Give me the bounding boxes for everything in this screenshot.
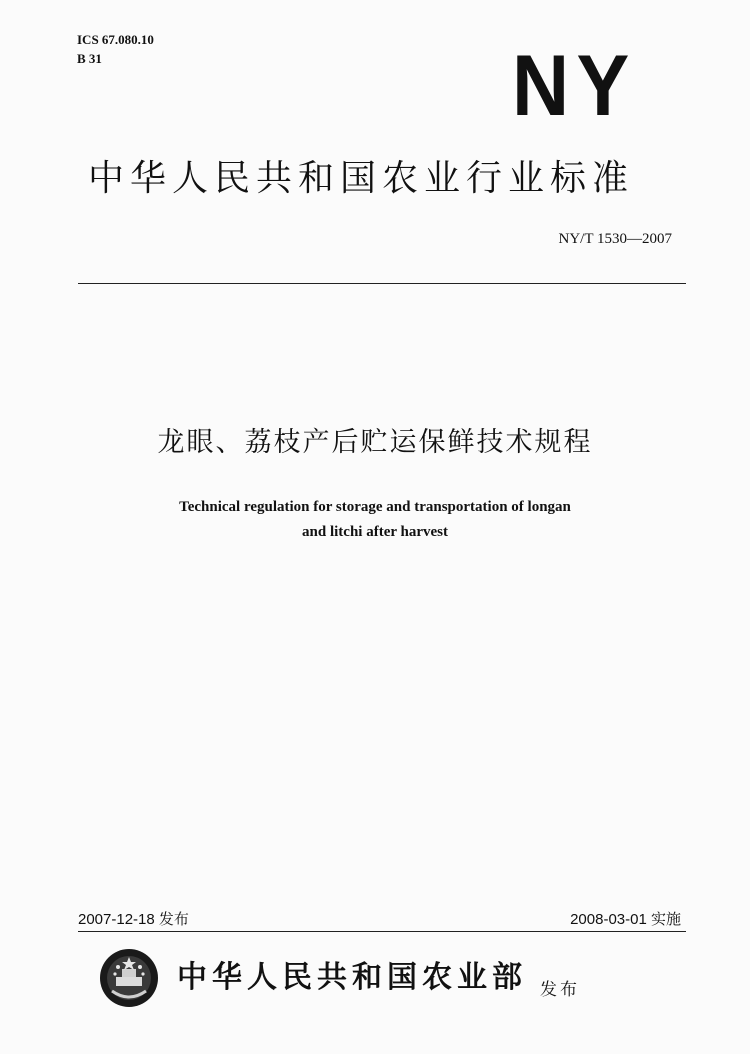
ics-code: ICS 67.080.10 (77, 32, 154, 47)
document-title-en (0, 495, 750, 545)
implement-date: 2008-03-01 实施 (570, 911, 681, 928)
issuer-name: 中华人民共和国农业部 (177, 960, 527, 995)
document-title-en-line2: and litchi after harvest (302, 524, 448, 540)
issuer-action: 发布 (540, 980, 580, 1000)
bottom-divider (78, 931, 686, 932)
top-divider (78, 283, 686, 284)
standard-number: NY/T 1530—2007 (558, 231, 672, 247)
document-title-zh: 龙眼、荔枝产后贮运保鲜技术规程 (157, 427, 593, 458)
standard-category-title: 中华人民共和国农业行业标准 (88, 158, 635, 199)
ny-logo: NY (512, 38, 637, 134)
ccs-code: B 31 (77, 51, 102, 66)
document-title-en-line1: Technical regulation for storage and transportation of longan (179, 499, 571, 515)
national-emblem-icon (98, 947, 160, 1009)
publish-date: 2007-12-18 发布 (78, 911, 189, 928)
